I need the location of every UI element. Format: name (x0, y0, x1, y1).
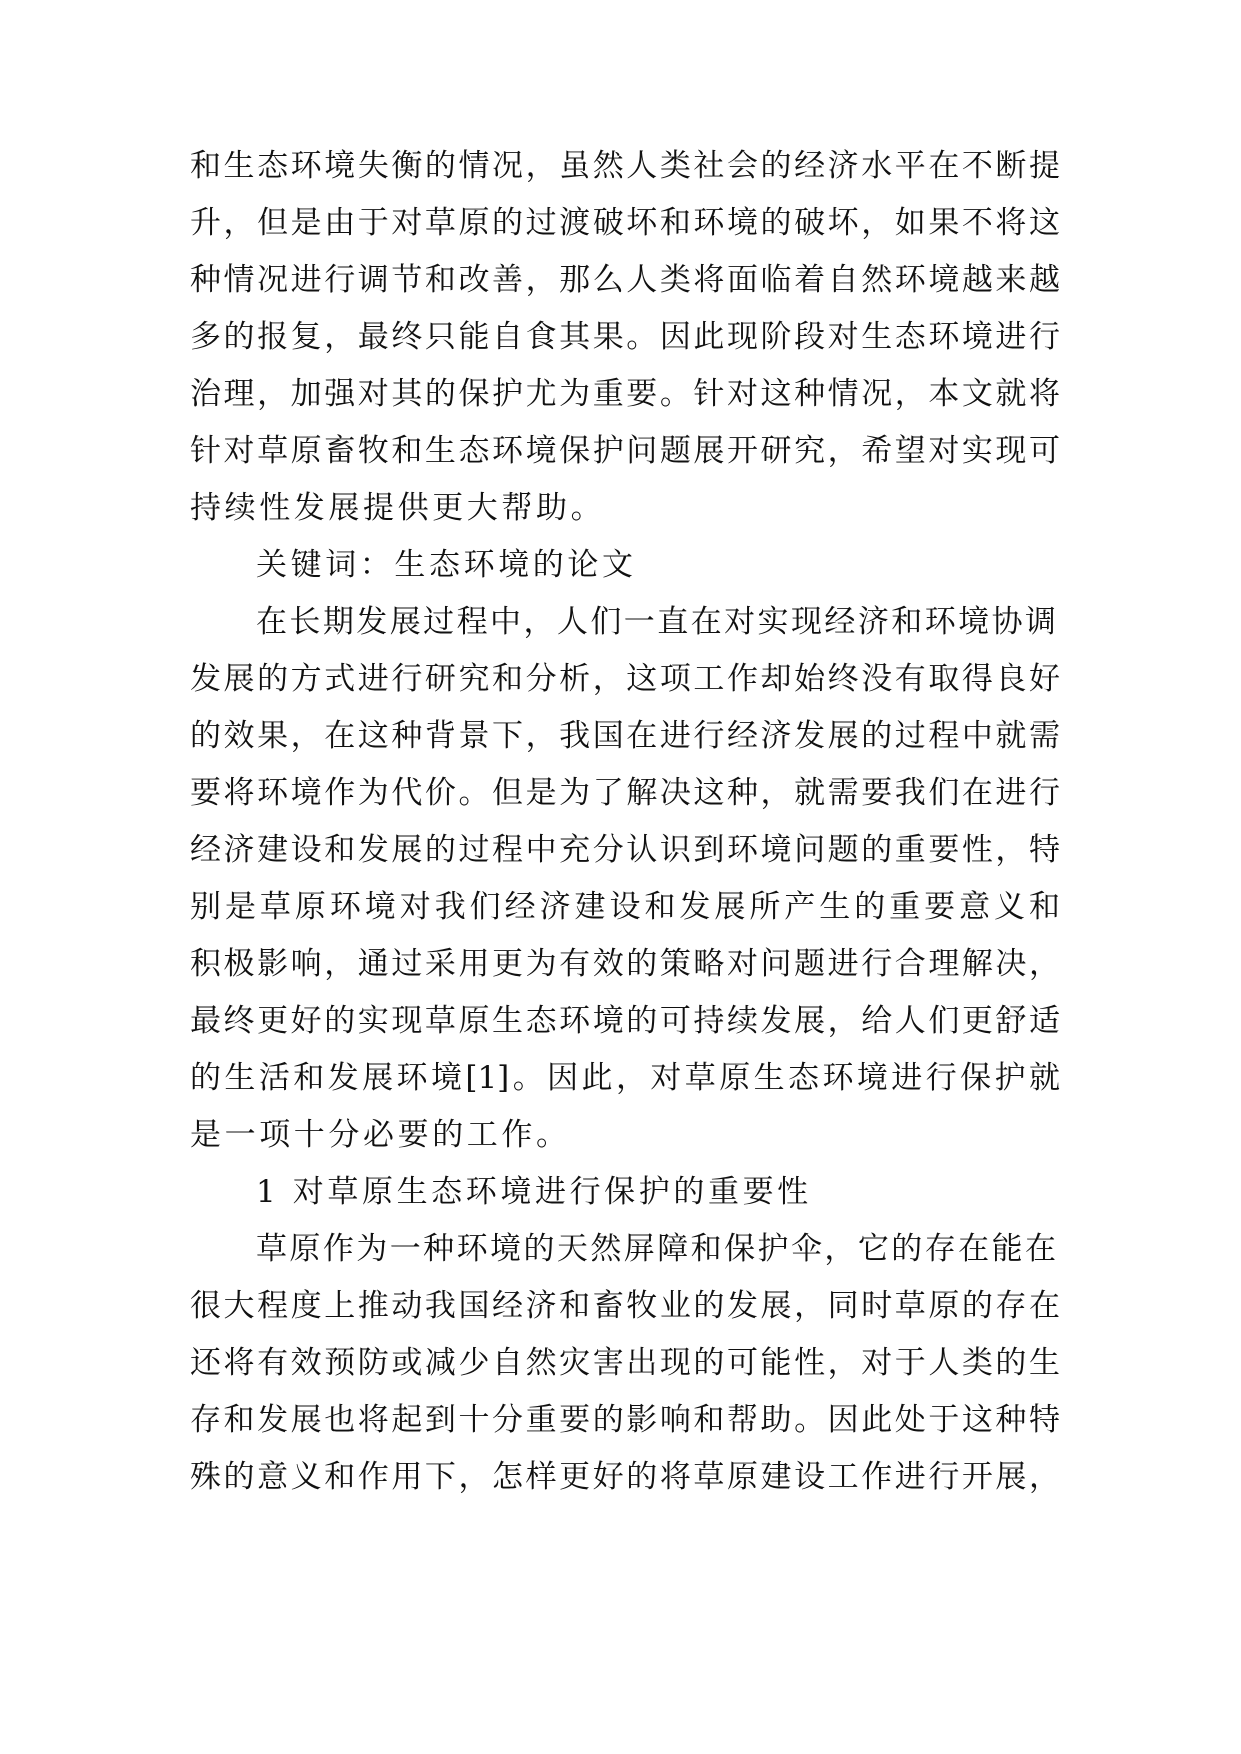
text-line: 殊的意义和作用下，怎样更好的将草原建设工作进行开展， (190, 1459, 1060, 1495)
keywords-line: 关键词：生态环境的论文 (256, 547, 637, 583)
text-line: 持续性发展提供更大帮助。 (190, 490, 606, 526)
paragraph-first-line: 在长期发展过程中，人们一直在对实现经济和环境协调 (256, 604, 1056, 640)
text-line: 最终更好的实现草原生态环境的可持续发展，给人们更舒适 (190, 1003, 1060, 1039)
text-line: 的生活和发展环境[1]。因此，对草原生态环境进行保护就 (190, 1060, 1060, 1096)
paragraph-first-line: 草原作为一种环境的天然屏障和保护伞，它的存在能在 (256, 1231, 1056, 1267)
text-line: 还将有效预防或减少自然灾害出现的可能性，对于人类的生 (190, 1345, 1060, 1381)
text-line: 要将环境作为代价。但是为了解决这种，就需要我们在进行 (190, 775, 1060, 811)
text-line: 经济建设和发展的过程中充分认识到环境问题的重要性，特 (190, 832, 1060, 868)
text-line: 治理，加强对其的保护尤为重要。针对这种情况，本文就将 (190, 376, 1060, 412)
text-line: 发展的方式进行研究和分析，这项工作却始终没有取得良好 (190, 661, 1060, 697)
text-line: 和生态环境失衡的情况，虽然人类社会的经济水平在不断提 (190, 148, 1060, 184)
text-line: 的效果，在这种背景下，我国在进行经济发展的过程中就需 (190, 718, 1060, 754)
text-line: 很大程度上推动我国经济和畜牧业的发展，同时草原的存在 (190, 1288, 1060, 1324)
text-line: 升，但是由于对草原的过渡破坏和环境的破坏，如果不将这 (190, 205, 1060, 241)
text-line: 是一项十分必要的工作。 (190, 1117, 571, 1153)
section-heading: 1 对草原生态环境进行保护的重要性 (256, 1174, 812, 1210)
text-line: 积极影响，通过采用更为有效的策略对问题进行合理解决， (190, 946, 1060, 982)
text-line: 种情况进行调节和改善，那么人类将面临着自然环境越来越 (190, 262, 1060, 298)
text-line: 针对草原畜牧和生态环境保护问题展开研究，希望对实现可 (190, 433, 1060, 469)
text-line: 别是草原环境对我们经济建设和发展所产生的重要意义和 (190, 889, 1060, 925)
text-line: 多的报复，最终只能自食其果。因此现阶段对生态环境进行 (190, 319, 1060, 355)
text-line: 存和发展也将起到十分重要的影响和帮助。因此处于这种特 (190, 1402, 1060, 1438)
